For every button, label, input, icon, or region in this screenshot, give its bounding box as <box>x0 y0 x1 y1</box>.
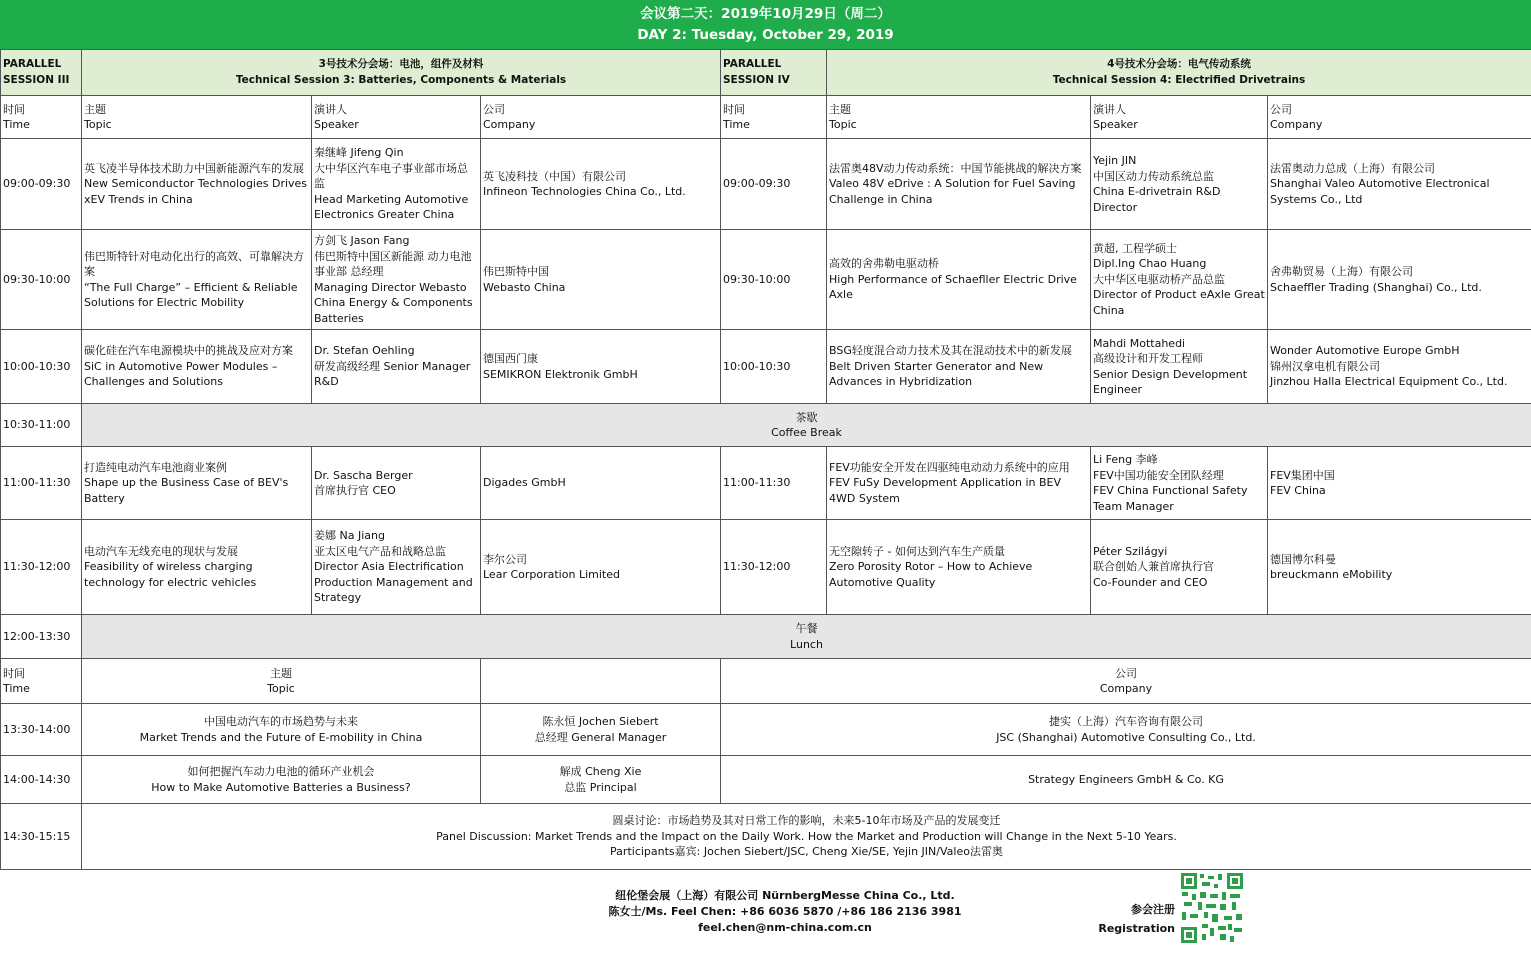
company-cell: 舍弗勒贸易（上海）有限公司 Schaeffler Trading (Shanghai) Co., Ltd. <box>1268 230 1531 330</box>
topic-cell: BSG轻度混合动力技术及其在混动技术中的新发展 Belt Driven Starter Generator and New Advances in Hybridization <box>827 330 1091 404</box>
topic-cell: 高效的舍弗勒电驱动桥 High Performance of Schaefller Electric Drive Axle <box>827 230 1091 330</box>
time-cell: 10:00-10:30 <box>721 330 827 404</box>
time-cell: 10:00-10:30 <box>1 330 82 404</box>
table-row <box>1 230 1531 330</box>
col-topic: 主题 Topic <box>82 96 312 139</box>
company-cell: Digades GmbH <box>481 447 721 520</box>
company-cell: 德国西门康 SEMIKRON Elektronik GmbH <box>481 330 721 404</box>
speaker-cell: 解成 Cheng Xie 总监 Principal <box>481 756 721 804</box>
table-row <box>1 447 1531 520</box>
company-cell: 李尔公司 Lear Corporation Limited <box>481 520 721 615</box>
speaker-cell: Mahdi Mottahedi 高级设计和开发工程师 Senior Design Development Engineer <box>1091 330 1268 404</box>
topic-cell: 伟巴斯特针对电动化出行的高效、可靠解决方案 “The Full Charge” – Efficient & Reliable Solutions for Electric Mobility <box>82 230 312 330</box>
time-cell: 14:30-15:15 <box>1 804 82 870</box>
registration-label <box>1085 900 1175 938</box>
time-cell: 12:00-13:30 <box>1 615 82 659</box>
topic-cell: 打造纯电动汽车电池商业案例 Shape up the Business Case of BEV's Battery <box>82 447 312 520</box>
panel-discussion-text: 圆桌讨论：市场趋势及其对日常工作的影响，未来5-10年市场及产品的发展变迁 Panel Discussion: Market Trends and the Impact on the Daily Work. How the Market and Production will Change in the Next 5-10 Years. Participants嘉宾: Jochen Siebert/JSC, Cheng Xie/SE, Yejin JIN/Valeo法雷奥 <box>82 804 1531 870</box>
registration-label-cn: 参会注册 <box>1131 903 1175 916</box>
qr-code-icon[interactable] <box>1180 872 1244 944</box>
company-cell: Wonder Automotive Europe GmbH 锦州汉拿电机有限公司 Jinzhou Halla Electrical Equipment Co., Ltd. <box>1268 330 1531 404</box>
footer <box>0 885 1531 953</box>
topic-cell: 碳化硅在汽车电源模块中的挑战及应对方案 SiC in Automotive Power Modules – Challenges and Solutions <box>82 330 312 404</box>
parallel-session-4-label: PARALLEL SESSION IV <box>721 50 827 96</box>
table-row <box>1 520 1531 615</box>
panel-row <box>1 804 1531 870</box>
topic-cell: 英飞凌半导体技术助力中国新能源汽车的发展 New Semiconductor Technologies Drives xEV Trends in China <box>82 139 312 230</box>
time-cell: 09:00-09:30 <box>1 139 82 230</box>
topic-cell: 电动汽车无线充电的现状与发展 Feasibility of wireless charging technology for electric vehicles <box>82 520 312 615</box>
session-header-row <box>1 50 1531 96</box>
time-cell: 11:30-12:00 <box>721 520 827 615</box>
plenary-row <box>1 704 1531 756</box>
parallel-session-3-label: PARALLEL SESSION III <box>1 50 82 96</box>
contact-block <box>560 888 1010 936</box>
col-speaker-empty <box>481 659 721 704</box>
col-speaker: 演讲人 Speaker <box>312 96 481 139</box>
time-cell: 14:00-14:30 <box>1 756 82 804</box>
col-company: 公司 Company <box>721 659 1531 704</box>
speaker-cell: Péter Szilágyi 联合创始人兼首席执行官 Co-Founder and CEO <box>1091 520 1268 615</box>
speaker-cell: 陈永恒 Jochen Siebert 总经理 General Manager <box>481 704 721 756</box>
speaker-cell: 姜娜 Na Jiang 亚太区电气产品和战略总监 Director Asia Electrification Production Management and Strategy <box>312 520 481 615</box>
lunch-row <box>1 615 1531 659</box>
col-topic: 主题 Topic <box>82 659 481 704</box>
company-cell: FEV集团中国 FEV China <box>1268 447 1531 520</box>
coffee-break-label: 茶歇 Coffee Break <box>82 404 1531 447</box>
col-company: 公司 Company <box>1268 96 1531 139</box>
organizer-name: 纽伦堡会展（上海）有限公司 NürnbergMesse China Co., Ltd. <box>615 889 955 902</box>
speaker-cell: Yejin JIN 中国区动力传动系统总监 China E-drivetrain R&D Director <box>1091 139 1268 230</box>
speaker-cell: 方剑飞 Jason Fang 伟巴斯特中国区新能源 动力电池事业部 总经理 Managing Director Webasto China Energy & Components Batteries <box>312 230 481 330</box>
topic-cell: FEV功能安全开发在四驱纯电动动力系统中的应用 FEV FuSy Development Application in BEV 4WD System <box>827 447 1091 520</box>
speaker-cell: Li Feng 李峰 FEV中国功能安全团队经理 FEV China Functional Safety Team Manager <box>1091 447 1268 520</box>
time-cell: 11:00-11:30 <box>1 447 82 520</box>
col-time: 时间 Time <box>1 659 82 704</box>
time-cell: 11:00-11:30 <box>721 447 827 520</box>
speaker-cell: 黄超, 工程学硕士 Dipl.Ing Chao Huang 大中华区电驱动桥产品总监 Director of Product eAxle Great China <box>1091 230 1268 330</box>
time-cell: 09:30-10:00 <box>721 230 827 330</box>
time-cell: 09:00-09:30 <box>721 139 827 230</box>
contact-phone: 陈女士/Ms. Feel Chen: +86 6036 5870 /+86 186 2136 3981 <box>608 905 962 918</box>
col-time: 时间 Time <box>721 96 827 139</box>
day-title-cn: 会议第二天：2019年10月29日（周二） <box>640 6 891 22</box>
company-cell: 英飞凌科技（中国）有限公司 Infineon Technologies China Co., Ltd. <box>481 139 721 230</box>
col-time: 时间 Time <box>1 96 82 139</box>
company-cell: 捷实（上海）汽车咨询有限公司 JSC (Shanghai) Automotive Consulting Co., Ltd. <box>721 704 1531 756</box>
company-cell: Strategy Engineers GmbH & Co. KG <box>721 756 1531 804</box>
time-cell: 11:30-12:00 <box>1 520 82 615</box>
company-cell: 伟巴斯特中国 Webasto China <box>481 230 721 330</box>
company-cell: 德国博尔科曼 breuckmann eMobility <box>1268 520 1531 615</box>
col-topic: 主题 Topic <box>827 96 1091 139</box>
registration-label-en: Registration <box>1098 922 1175 935</box>
column-header-row <box>1 96 1531 139</box>
table-row <box>1 139 1531 230</box>
schedule-table <box>0 49 1531 870</box>
plenary-header-row <box>1 659 1531 704</box>
speaker-cell: Dr. Stefan Oehling 研发高级经理 Senior Manager R&D <box>312 330 481 404</box>
day-header <box>0 0 1531 49</box>
coffee-break-row <box>1 404 1531 447</box>
contact-email[interactable]: feel.chen@nm-china.com.cn <box>698 921 872 934</box>
topic-cell: 法雷奥48V动力传动系统：中国节能挑战的解决方案 Valeo 48V eDrive : A Solution for Fuel Saving Challenge in China <box>827 139 1091 230</box>
col-speaker: 演讲人 Speaker <box>1091 96 1268 139</box>
session-4-title: 4号技术分会场：电气传动系统 Technical Session 4: Electrified Drivetrains <box>827 50 1531 96</box>
session-3-title: 3号技术分会场：电池，组件及材料 Technical Session 3: Batteries, Components & Materials <box>82 50 721 96</box>
speaker-cell: 秦继峰 Jifeng Qin 大中华区汽车电子事业部市场总监 Head Marketing Automotive Electronics Greater China <box>312 139 481 230</box>
topic-cell: 如何把握汽车动力电池的循环产业机会 How to Make Automotive Batteries a Business? <box>82 756 481 804</box>
table-row <box>1 330 1531 404</box>
plenary-row <box>1 756 1531 804</box>
company-cell: 法雷奥动力总成（上海）有限公司 Shanghai Valeo Automotive Electronical Systems Co., Ltd <box>1268 139 1531 230</box>
col-company: 公司 Company <box>481 96 721 139</box>
topic-cell: 无空隙转子 - 如何达到汽车生产质量 Zero Porosity Rotor – How to Achieve Automotive Quality <box>827 520 1091 615</box>
time-cell: 09:30-10:00 <box>1 230 82 330</box>
time-cell: 13:30-14:00 <box>1 704 82 756</box>
lunch-label: 午餐 Lunch <box>82 615 1531 659</box>
time-cell: 10:30-11:00 <box>1 404 82 447</box>
day-title-en: DAY 2: Tuesday, October 29, 2019 <box>637 27 894 43</box>
speaker-cell: Dr. Sascha Berger 首席执行官 CEO <box>312 447 481 520</box>
topic-cell: 中国电动汽车的市场趋势与未来 Market Trends and the Future of E-mobility in China <box>82 704 481 756</box>
